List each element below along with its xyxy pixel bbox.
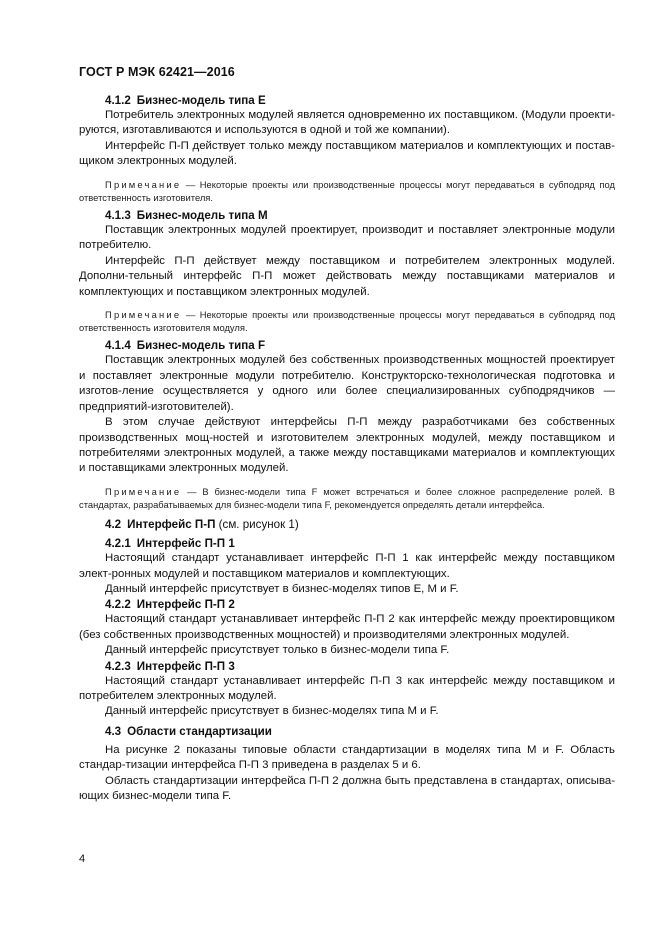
paragraph: Данный интерфейс присутствует в бизнес-моделях типа M и F. — [105, 705, 439, 718]
note-label: Примечание — [105, 309, 182, 321]
note-label: Примечание — [105, 485, 182, 497]
paragraph: Настоящий стандарт устанавливает интерфейс П-П 2 как интерфейс между проектировщиком (без собственных производственных мощностей) и производителями электронных модулей. — [79, 613, 615, 641]
heading-number: 4.1.4 — [105, 339, 131, 353]
heading-4-3 — [79, 724, 615, 739]
page-number: 4 — [79, 853, 86, 865]
heading-text: Интерфейс П-П 1 — [136, 537, 235, 551]
note-text: — В бизнес-модели типа F может встречаться и более сложное распределение ролей. В стандартах, разрабатываемых для бизнес-модели типа F, рекомендуется определять детали интерфейса. — [79, 485, 615, 510]
heading-4-1-4 — [79, 338, 615, 353]
note — [79, 308, 615, 334]
heading-text: Интерфейс П-П 2 — [136, 598, 235, 612]
heading-number: 4.1.3 — [105, 209, 131, 223]
heading-4-2-2 — [79, 597, 615, 612]
paragraph: Поставщик электронных модулей без собственных производственных мощностей проектирует и поставляет электронные модули потребителю. Конструкторско-технологическая подготовка и изготов-ление осуществляется у одного или более специализированных субподрядчиков — предприятий-изготовителей). — [79, 354, 615, 413]
heading-4-2 — [79, 517, 615, 532]
note-label: Примечание — [105, 178, 182, 190]
heading-4-1-3 — [79, 208, 615, 223]
page-content — [79, 93, 615, 804]
heading-number: 4.2.2 — [105, 598, 131, 612]
paragraph: Поставщик электронных модулей проектирует, производит и поставляет электронные модули потребителю. — [79, 224, 615, 252]
heading-suffix: (см. рисунок 1) — [215, 518, 299, 532]
heading-text: Интерфейс П-П 3 — [136, 659, 235, 673]
document-header: ГОСТ Р МЭК 62421—2016 — [79, 65, 235, 79]
paragraph: Настоящий стандарт устанавливает интерфейс П-П 1 как интерфейс между поставщиком элект-ронных модулей и поставщиком материалов и комплектующих. — [79, 552, 615, 580]
note — [79, 485, 615, 511]
paragraph: Данный интерфейс присутствует только в бизнес-модели типа F. — [105, 644, 450, 657]
heading-text: Бизнес-модель типа F — [136, 339, 266, 353]
heading-number: 4.2.1 — [105, 537, 131, 551]
heading-text: Бизнес-модель типа E — [136, 94, 266, 107]
heading-number: 4.1.2 — [105, 94, 131, 107]
paragraph: Интерфейс П-П действует между поставщиком и потребителем электронных модулей. Дополни-тельный интерфейс П-П может действовать между поставщиками материалов и комплектующих и поставщиком электронных модулей. — [79, 254, 615, 298]
paragraph: Настоящий стандарт устанавливает интерфейс П-П 3 как интерфейс между поставщиком и потребителем электронных модулей. — [79, 674, 615, 702]
heading-text: Области стандартизации — [127, 724, 272, 738]
heading-number: 4.2 — [105, 518, 122, 532]
note-text: — Некоторые проекты или производственные процессы могут передаваться в субподряд под ответственность изготовителя модуля. — [79, 309, 615, 334]
heading-4-2-1 — [79, 536, 615, 551]
heading-text: Бизнес-модель типа M — [136, 209, 268, 223]
heading-4-1-2 — [79, 93, 615, 108]
paragraph: Потребитель электронных модулей является одновременно их поставщиком. (Модули проекти-руются, изготавливаются и используются в одной и той же компании). — [79, 109, 615, 137]
paragraph: Данный интерфейс присутствует в бизнес-моделях типов E, M и F. — [105, 582, 459, 595]
heading-number: 4.3 — [105, 724, 122, 738]
paragraph: В этом случае действуют интерфейсы П-П между разработчиками без собственных производственных мощ-ностей и изготовителем электронных модулей, между поставщиком и потребителями электронных модулей, а также между поставщиками материалов и комплектующих и поставщиками электронных модулей. — [79, 416, 615, 475]
heading-4-2-3 — [79, 659, 615, 674]
paragraph: Область стандартизации интерфейса П-П 2 должна быть представлена в стандартах, описыва-ющих бизнес-модели типа F. — [79, 774, 615, 802]
heading-text: Интерфейс П-П — [127, 518, 216, 532]
paragraph: На рисунке 2 показаны типовые области стандартизации в моделях типа M и F. Область стандар-тизации интерфейса П-П 3 приведена в разделах 5 и 6. — [79, 743, 615, 772]
note — [79, 178, 615, 204]
paragraph: Интерфейс П-П действует только между поставщиком материалов и комплектующих и постав-щиком электронных модулей. — [79, 139, 615, 168]
heading-number: 4.2.3 — [105, 659, 131, 673]
note-text: — Некоторые проекты или производственные процессы могут передаваться в субподряд под ответственность изготовителя. — [79, 178, 615, 203]
